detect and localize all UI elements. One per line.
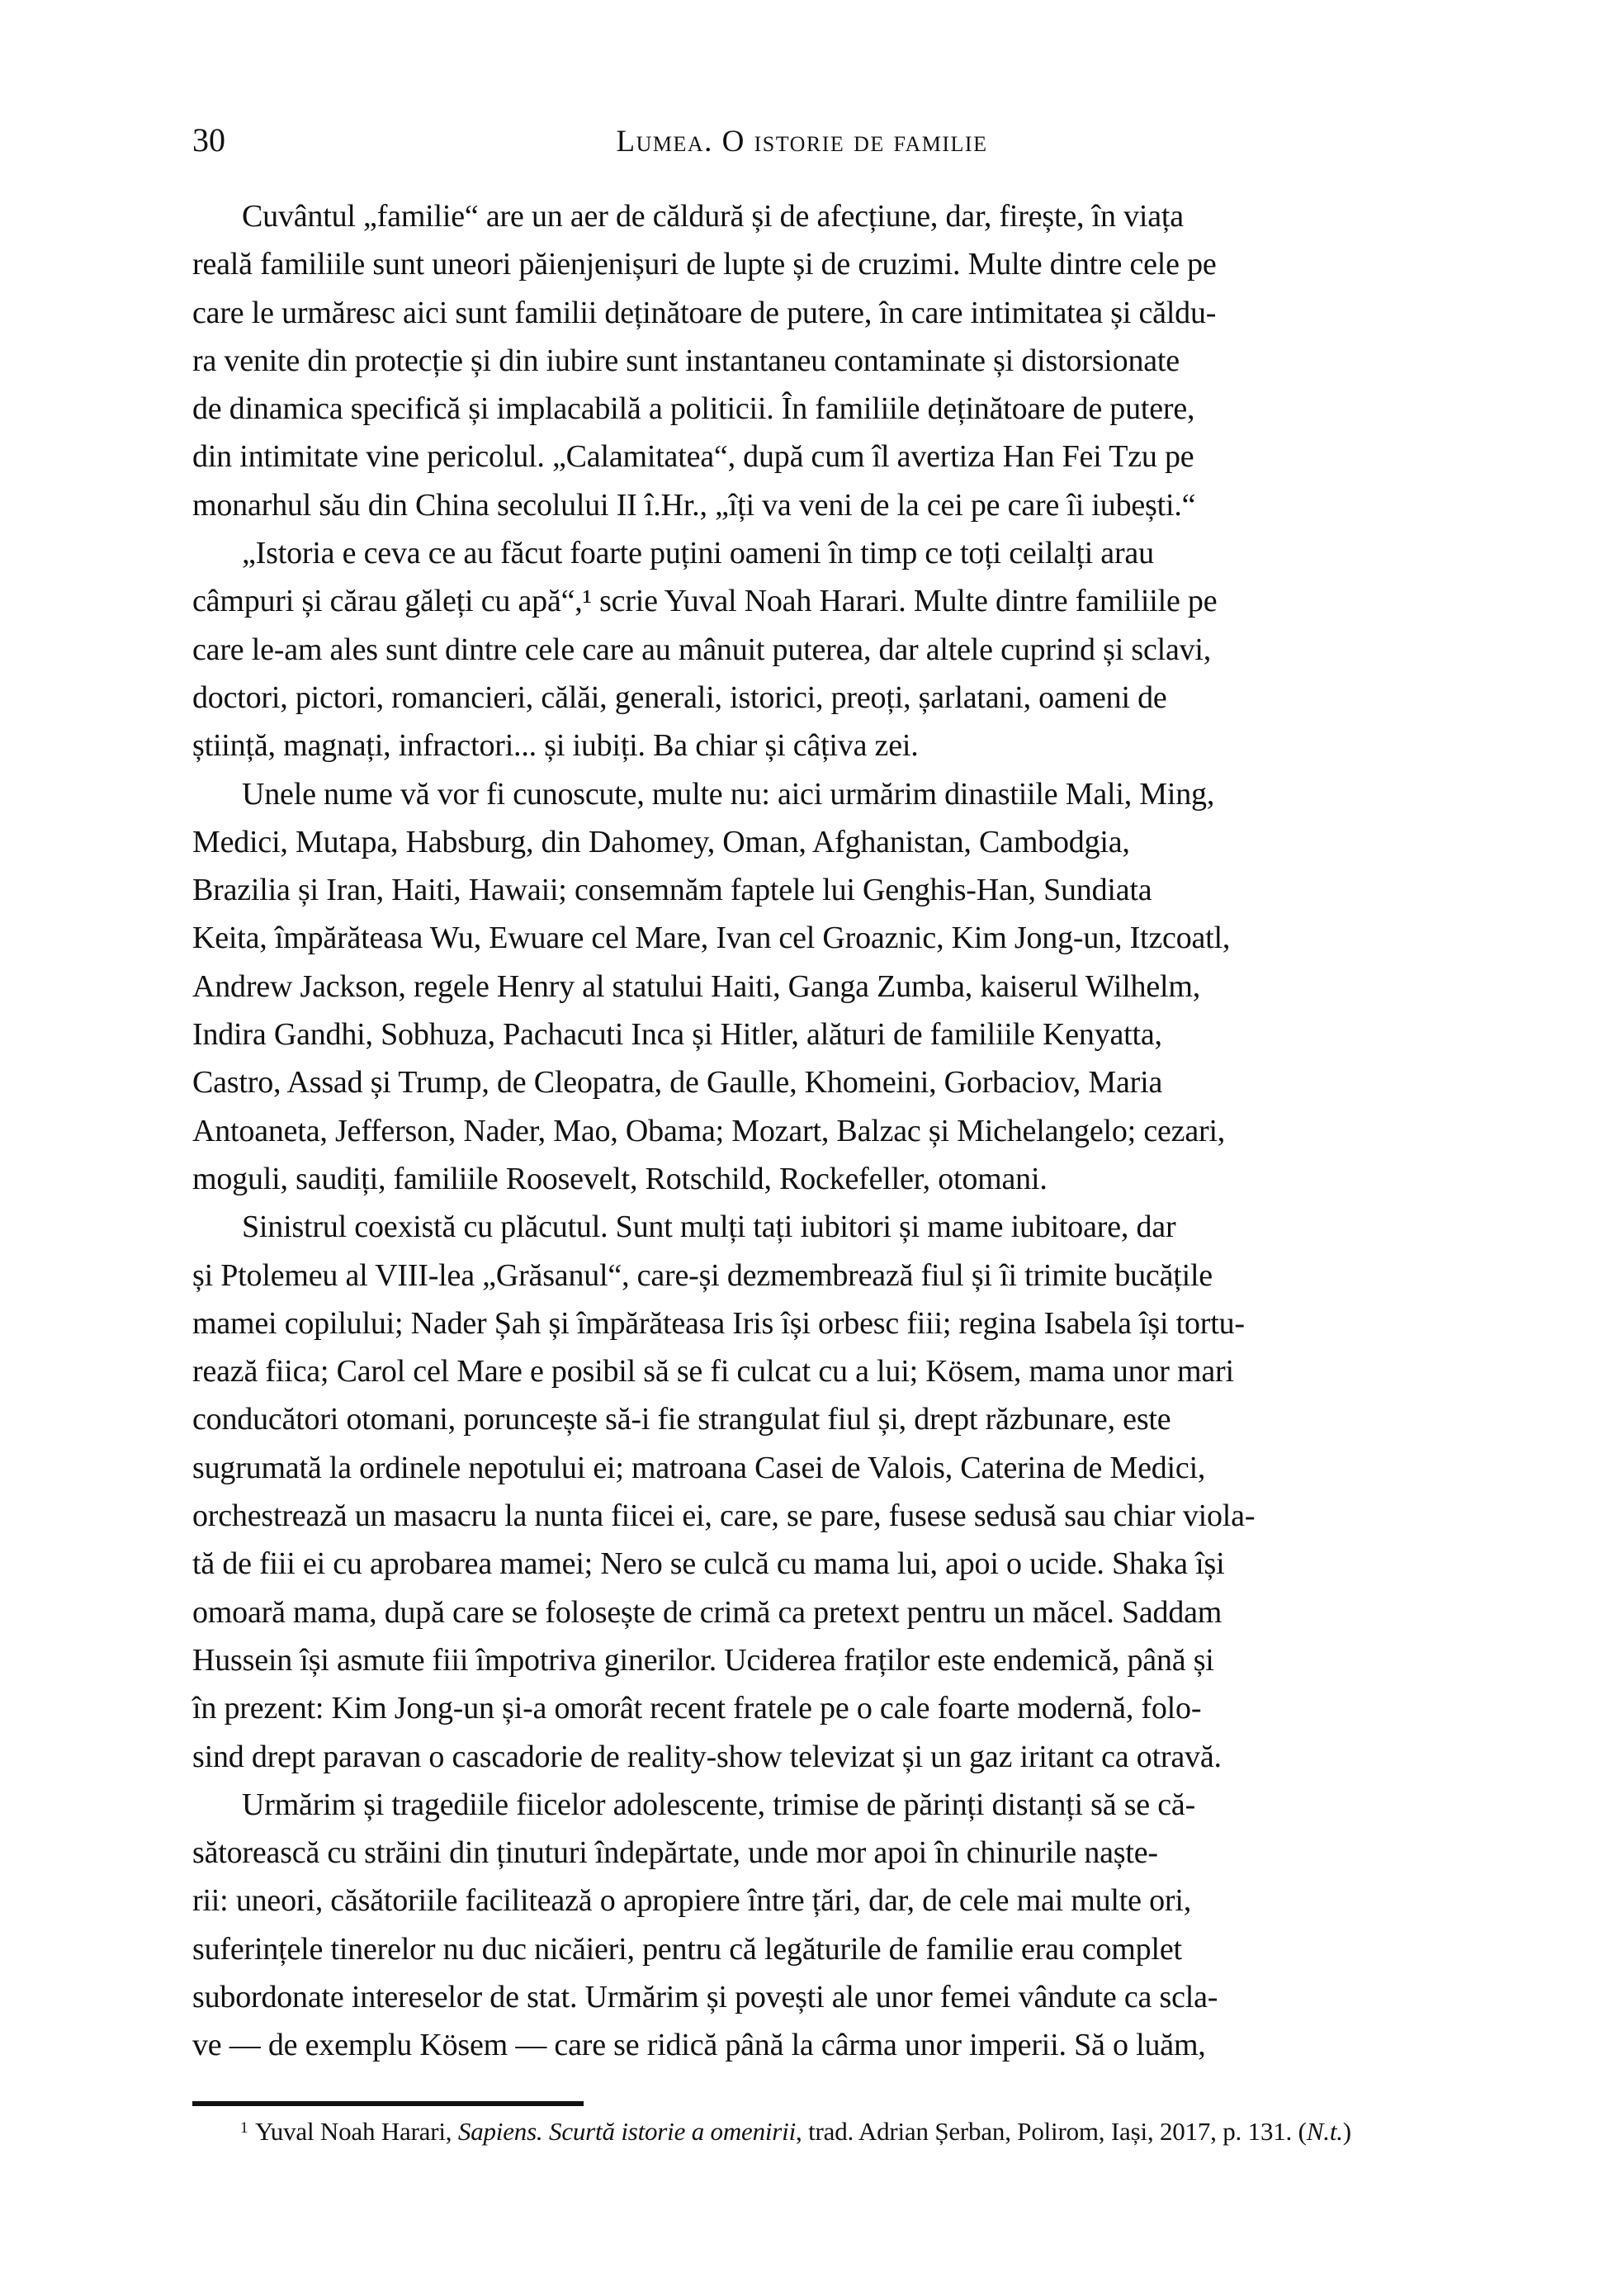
footnote-citation-text: , trad. Adrian Șerban, Polirom, Iași, 2017, p. 131. ( [796, 2117, 1307, 2146]
body-line: Sinistrul coexistă cu plăcutul. Sunt mulți tați iubitori și mame iubitoare, dar [242, 1210, 1176, 1245]
running-head: Lumea. O istorie de familie [616, 125, 988, 159]
body-line: și Ptolemeu al VIII-lea „Grăsanul“, care-și dezmembrează fiul și îi trimite bucățile [192, 1257, 1213, 1293]
footnote [192, 2114, 1412, 2153]
body-line: de dinamica specifică și implacabilă a politicii. În familiile deținătoare de putere, [192, 391, 1195, 427]
body-line: doctori, pictori, romancieri, călăi, generali, istorici, preoți, șarlatani, oameni de [192, 679, 1167, 715]
body-line: din intimitate vine pericolul. „Calamitatea“, după cum îl avertiza Han Fei Tzu pe [192, 439, 1194, 475]
body-line: ve — de exemplu Kösem — care se ridică până la cârma unor imperii. Să o luăm, [192, 2028, 1206, 2063]
footnote-citation-text: Yuval Noah Harari, [255, 2117, 458, 2146]
body-line: sătorească cu străini din ținuturi îndepărtate, unde mor apoi în chinurile naște- [192, 1835, 1158, 1871]
body-line: Medici, Mutapa, Habsburg, din Dahomey, Oman, Afghanistan, Cambodgia, [192, 824, 1130, 859]
body-line: care le urmăresc aici sunt familii deținătoare de putere, în care intimitatea și căldu- [192, 295, 1217, 330]
body-line: moguli, saudiți, familiile Roosevelt, Rotschild, Rockefeller, otomani. [192, 1161, 1048, 1196]
body-line: sind drept paravan o cascadorie de reality-show televizat și un gaz iritant ca otravă. [192, 1739, 1222, 1774]
body-line: subordonate intereselor de stat. Urmărim și povești ale unor femei vândute ca scla- [192, 1979, 1218, 2014]
body-line: Keita, împărăteasa Wu, Ewuare cel Mare, Ivan cel Groaznic, Kim Jong-un, Itzcoatl, [192, 921, 1231, 956]
body-line: suferințele tinerelor nu duc nicăieri, pentru că legăturile de familie erau complet [192, 1931, 1182, 1967]
body-line: mamei copilului; Nader Șah și împărăteasa Iris își orbesc fiii; regina Isabela își tortu- [192, 1305, 1245, 1341]
body-line: Urmărim și tragediile fiicelor adolescente, trimise de părinți distanți să se că- [242, 1787, 1196, 1822]
body-line: tă de fiii ei cu aprobarea mamei; Nero se culcă cu mama lui, apoi o ucide. Shaka își [192, 1546, 1225, 1582]
footnote-citation-text: ) [1342, 2117, 1351, 2146]
body-line: în prezent: Kim Jong-un și-a omorât recent fratele pe o cale foarte modernă, folo- [192, 1691, 1202, 1726]
page-header [192, 122, 1412, 163]
body-line: orchestrează un masacru la nunta fiicei ei, care, se pare, fusese sedusă sau chiar viola- [192, 1498, 1256, 1534]
body-line: ra venite din protecție și din iubire sunt instantaneu contaminate și distorsionate [192, 343, 1180, 378]
footnote-text [255, 2117, 1351, 2146]
body-line: Castro, Assad și Trump, de Cleopatra, de Gaulle, Khomeini, Gorbaciov, Maria [192, 1065, 1163, 1101]
body-text [192, 192, 1412, 2070]
body-line: câmpuri și cărau găleți cu apă“,¹ scrie Yuval Noah Harari. Multe dintre familiile pe [192, 584, 1218, 619]
body-line: conducători otomani, poruncește să-i fie strangulat fiul și, drept răzbunare, este [192, 1402, 1171, 1437]
footnote-citation-italic: N.t. [1306, 2117, 1343, 2146]
footnote-citation-italic: Sapiens. Scurtă istorie a omenirii [457, 2117, 796, 2146]
body-line: Hussein își asmute fiii împotriva ginerilor. Uciderea fraților este endemică, până și [192, 1642, 1214, 1678]
body-line: rează fiica; Carol cel Mare e posibil să se fi culcat cu a lui; Kösem, mama unor mari [192, 1354, 1234, 1389]
body-line: Antoaneta, Jefferson, Nader, Mao, Obama; Mozart, Balzac și Michelangelo; cezari, [192, 1113, 1226, 1148]
body-line: Unele nume vă vor fi cunoscute, multe nu: aici urmărim dinastiile Mali, Ming, [242, 776, 1215, 812]
body-line: Cuvântul „familie“ are un aer de căldură și de afecțiune, dar, firește, în viața [242, 199, 1184, 234]
body-line: știință, magnați, infractori... și iubiți. Ba chiar și câțiva zei. [192, 728, 919, 764]
body-line: sugrumată la ordinele nepotului ei; matroana Casei de Valois, Caterina de Medici, [192, 1450, 1206, 1485]
body-line: rii: uneori, căsătoriile facilitează o apropiere între țări, dar, de cele mai multe ori, [192, 1883, 1192, 1919]
body-line: care le-am ales sunt dintre cele care au mânuit puterea, dar altele cuprind și sclavi, [192, 632, 1212, 667]
body-line: omoară mama, după care se folosește de crimă ca pretext pentru un măcel. Saddam [192, 1594, 1223, 1630]
body-line: Andrew Jackson, regele Henry al statului Haiti, Ganga Zumba, kaiserul Wilhelm, [192, 968, 1201, 1004]
page-number: 30 [192, 121, 225, 159]
body-line: reală familiile sunt uneori păienjenișuri de lupte și de cruzimi. Multe dintre cele pe [192, 247, 1217, 282]
footnote-divider [192, 2101, 584, 2106]
footnote-marker: 1 [240, 2118, 248, 2137]
body-line: Brazilia și Iran, Haiti, Hawaii; consemnăm faptele lui Genghis-Han, Sundiata [192, 873, 1152, 908]
body-line: monarhul său din China secolului II î.Hr., „îți va veni de la cei pe care îi iubești.“ [192, 487, 1196, 523]
body-line: Indira Gandhi, Sobhuza, Pachacuti Inca și Hitler, alături de familiile Kenyatta, [192, 1017, 1162, 1053]
body-line: „Istoria e ceva ce au făcut foarte puțini oameni în timp ce toți ceilalți arau [242, 536, 1154, 571]
